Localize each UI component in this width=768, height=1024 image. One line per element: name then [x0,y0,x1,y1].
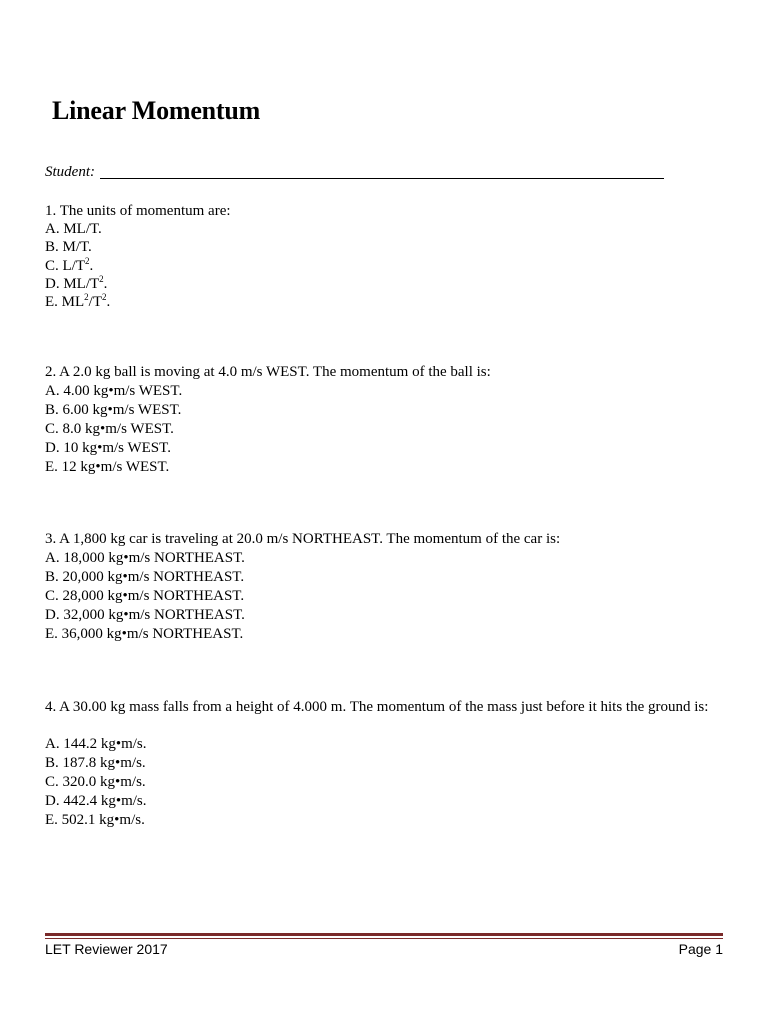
question-4-option-c: C. 320.0 kg•m/s. [45,773,146,790]
question-3-option-b: B. 20,000 kg•m/s NORTHEAST. [45,568,245,585]
question-3-option-d: D. 32,000 kg•m/s NORTHEAST. [45,606,245,623]
question-2-option-e: E. 12 kg•m/s WEST. [45,458,170,475]
question-3-option-c: C. 28,000 kg•m/s NORTHEAST. [45,587,245,604]
question-1-option-e: E. $ML^2/T^2$. [45,292,111,311]
question-4-stem: 4. A 30.00 kg mass falls from a height of 4.000 m. The momentum of the mass just before it hits the ground is: [45,699,709,715]
footer-rule-thick [45,933,723,936]
question-2-stem: 2. A 2.0 kg ball is moving at 4.0 m/s WEST. The momentum of the ball is: [45,364,491,380]
question-3-option-e: E. 36,000 kg•m/s NORTHEAST. [45,625,244,642]
page-title: Linear Momentum [52,96,261,125]
question-4 [45,698,708,829]
question-4-option-e: E. 502.1 kg•m/s. [45,811,145,828]
question-3-stem: 3. A 1,800 kg car is traveling at 20.0 m/s NORTHEAST. The momentum of the car is: [45,531,561,547]
question-1-option-c: C. $L/T^2$. [45,255,94,274]
question-1-option-a: A. ML/T. [45,221,102,238]
question-1 [45,202,231,311]
question-2-option-b: B. 6.00 kg•m/s WEST. [45,401,182,418]
footer-rule-thin [45,938,723,939]
question-4-option-b: B. 187.8 kg•m/s. [45,754,146,771]
student-name-blank [100,178,664,179]
question-4-option-a: A. 144.2 kg•m/s. [45,735,147,752]
question-4-option-d: D. 442.4 kg•m/s. [45,792,147,809]
question-1-option-b: B. M/T. [45,239,92,256]
footer-page-number: Page 1 [678,941,723,957]
student-label: Student: [45,164,95,180]
question-3 [45,530,560,643]
question-2-option-d: D. 10 kg•m/s WEST. [45,439,171,456]
footer-reviewer-label: LET Reviewer 2017 [45,941,168,957]
question-2 [45,363,491,476]
question-4-spacer [45,717,708,735]
question-2-option-a: A. 4.00 kg•m/s WEST. [45,382,183,399]
question-1-option-d: D. $ML/T^2$. [45,273,108,292]
question-3-option-a: A. 18,000 kg•m/s NORTHEAST. [45,549,245,566]
question-1-stem: 1. The units of momentum are: [45,203,231,219]
question-2-option-c: C. 8.0 kg•m/s WEST. [45,420,174,437]
